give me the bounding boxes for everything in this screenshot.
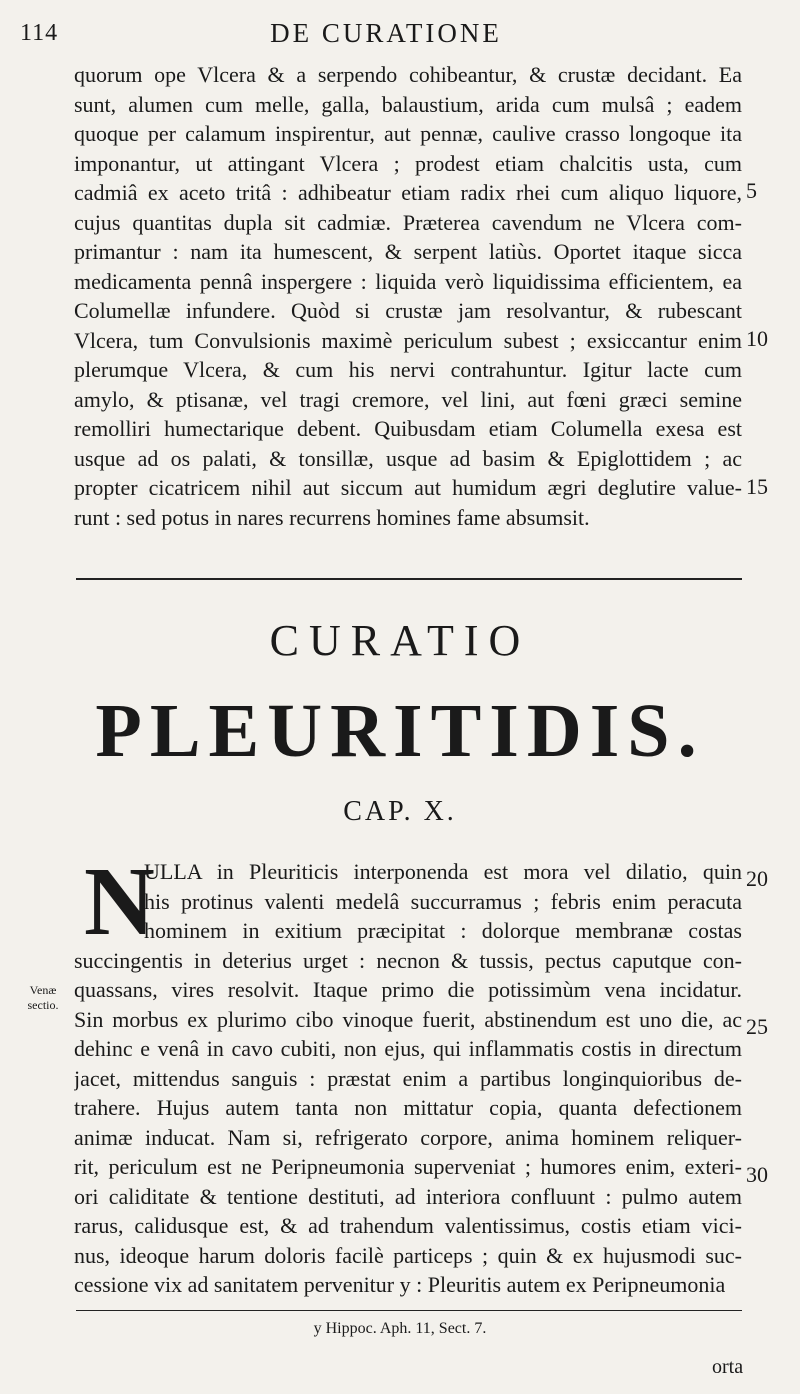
- text-block-chapter: [74, 848, 742, 1300]
- text-line: remolliri humectarique debent. Quibusdam etiam Columella exesa est: [74, 416, 742, 441]
- text-line: rit, periculum est ne Peripneumonia superveniat ; humores enim, exteri-: [74, 1154, 742, 1179]
- section-title-main: PLEURITIDIS.: [95, 689, 705, 773]
- text-line: his protinus valenti medelâ succurramus ; febris enim peracuta: [144, 888, 742, 914]
- text-line: animæ inducat. Nam si, refrigerato corpore, anima hominem reliquer-: [74, 1124, 742, 1150]
- text-line: plerumque Vlcera, & cum his nervi contrahuntur. Igitur lacte cum: [74, 357, 742, 382]
- line-number: 30: [746, 1162, 768, 1187]
- text-line: ULLA in Pleuriticis interponenda est mora vel dilatio, quin: [144, 859, 742, 884]
- running-head: DE CURATIONE: [270, 18, 502, 48]
- text-line: nus, ideoque harum doloris facilè particeps ; quin & ex hujusmodi suc-: [74, 1242, 742, 1268]
- line-number: 5: [746, 178, 757, 203]
- text-line: dehinc e venâ in cavo cubiti, non ejus, qui inflammatis costis in directum: [74, 1036, 742, 1061]
- text-line: Vlcera, tum Convulsionis maximè periculum subest ; exsiccantur enim: [74, 327, 742, 353]
- text-line: ori caliditate & tentione destituti, ad interiora confluunt : pulmo autem: [74, 1183, 742, 1209]
- text-line: imponantur, ut attingant Vlcera ; prodest etiam chalcitis usta, cum: [74, 150, 742, 176]
- section-divider: [76, 578, 742, 580]
- chapter-heading: CAP. X.: [343, 796, 457, 827]
- footnote-divider: [76, 1310, 742, 1311]
- text-line: rarus, calidusque est, & ad trahendum valentissimus, costis etiam vici-: [74, 1213, 742, 1238]
- text-line: usque ad os palati, & tonsillæ, usque ad basim & Epiglottidem ; ac: [74, 445, 742, 471]
- text-line: primantur : nam ita humescent, & serpent latiùs. Oportet itaque sicca: [74, 239, 742, 264]
- text-line: medicamenta pennâ inspergere : liquida verò liquidissima efficientem, ea: [74, 268, 742, 294]
- margin-note: Venæ sectio.: [27, 983, 59, 1012]
- page-header: [20, 18, 752, 52]
- section-title: CURATIO: [269, 616, 531, 665]
- text-line: Columellæ infundere. Quòd si crustæ jam resolvantur, & rubescant: [74, 298, 742, 323]
- text-line: succingentis in deterius urget : necnon & tussis, pectus caputque con-: [74, 947, 742, 973]
- line-number: 20: [746, 866, 768, 891]
- text-line: hominem in exitium præcipitat : dolorque membranæ costas: [144, 918, 742, 943]
- line-number: 10: [746, 326, 768, 351]
- text-line: quoque per calamum inspirentur, aut pennæ, caulive crasso longoque ita: [74, 121, 742, 146]
- line-number: 25: [746, 1014, 768, 1039]
- text-block-top: [74, 60, 742, 532]
- text-line: sunt, alumen cum melle, galla, balaustium, arida cum mulsâ ; eadem: [74, 91, 742, 117]
- drop-cap: N: [84, 848, 155, 956]
- text-line: runt : sed potus in nares recurrens homines fame absumsit.: [74, 504, 590, 530]
- footnote: y Hippoc. Aph. 11, Sect. 7.: [313, 1320, 487, 1337]
- text-line: propter cicatricem nihil aut siccum aut humidum ægri deglutire value-: [74, 475, 742, 500]
- text-line: quassans, vires resolvit. Itaque primo die potissimùm vena incidatur.: [74, 977, 742, 1002]
- text-line: cujus quantitas dupla sit cadmiæ. Præterea cavendum ne Vlcera com-: [74, 209, 742, 235]
- text-line: jacet, mittendus sanguis : præstat enim a partibus longinquioribus de-: [74, 1065, 742, 1091]
- text-line: cadmiâ ex aceto tritâ : adhibeatur etiam radix rhei cum aliquo liquore,: [74, 180, 742, 205]
- text-line: quorum ope Vlcera & a serpendo cohibeantur, & crustæ decidant. Ea: [74, 62, 742, 87]
- text-line: trahere. Hujus autem tanta non mittatur copia, quanta defectionem: [74, 1095, 742, 1120]
- catchword: orta: [712, 1356, 744, 1378]
- text-line: cessione vix ad sanitatem pervenitur y : Pleuritis autem ex Peripneumonia: [74, 1272, 726, 1297]
- line-number: 15: [746, 474, 768, 499]
- text-line: Sin morbus ex plurimo cibo vinoque fuerit, abstinendum est uno die, ac: [74, 1006, 742, 1032]
- text-line: amylo, & ptisanæ, vel tragi cremore, vel lini, aut fœni græci semine: [74, 386, 742, 412]
- page-number: 114: [20, 20, 59, 46]
